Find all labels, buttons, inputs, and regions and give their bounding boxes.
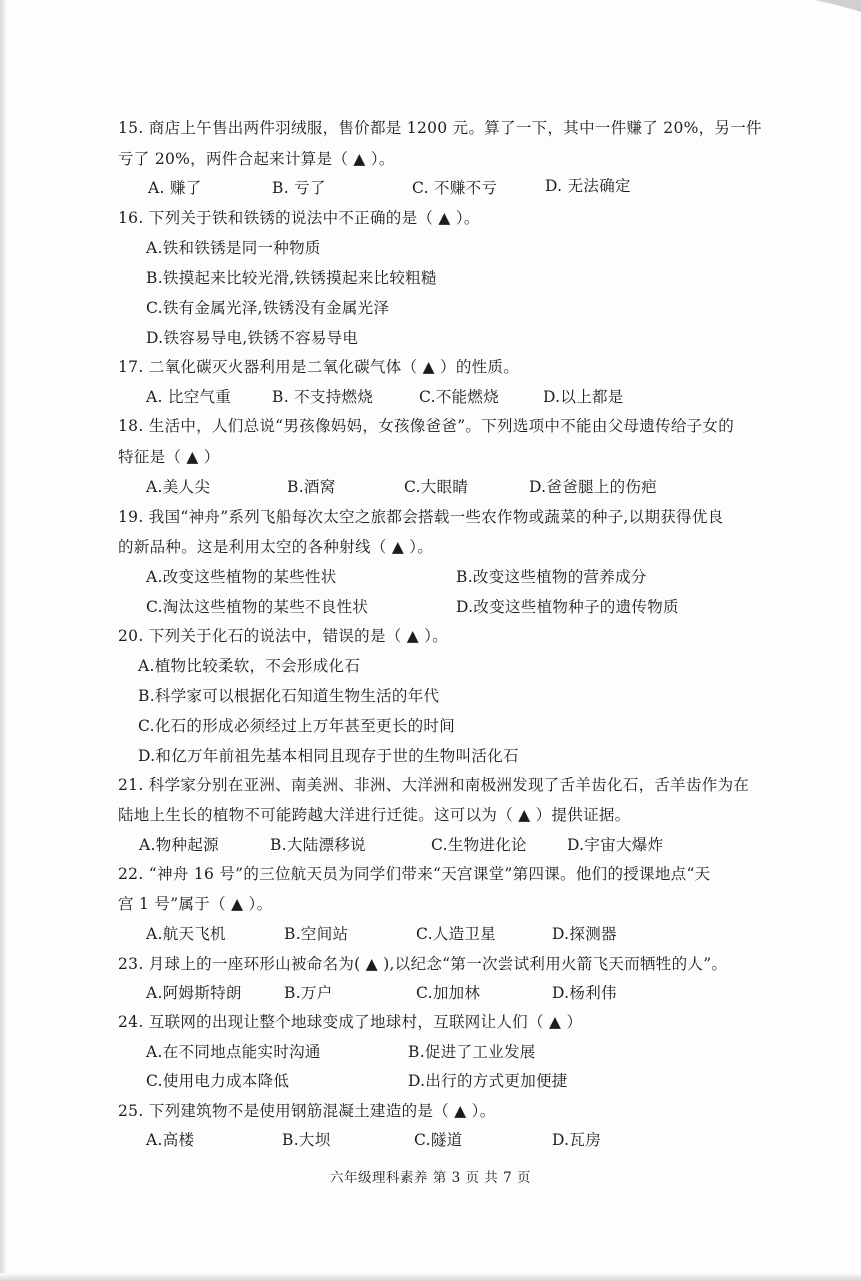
- question-20-option-d: D.和亿万年前祖先基本相同且现存于世的生物叫活化石: [138, 747, 519, 765]
- question-25-option-d: D.瓦房: [552, 1131, 602, 1149]
- question-17-option-b: B. 不支持燃烧: [272, 388, 374, 406]
- question-19-option-b: B.改变这些植物的营养成分: [456, 568, 647, 586]
- question-21-option-d: D.宇宙大爆炸: [567, 836, 664, 854]
- question-19-option-a: A.改变这些植物的某些性状: [146, 568, 337, 586]
- question-24-line-1: 24. 互联网的出现让整个地球变成了地球村，互联网让人们（ ▲ ）: [118, 1013, 583, 1031]
- question-17-option-c: C.不能燃烧: [419, 388, 500, 406]
- question-23-option-c: C.加加林: [416, 984, 481, 1002]
- question-15-option-b: B. 亏了: [272, 179, 326, 197]
- question-21-line-2: 陆地上生长的植物不可能跨越大洋进行迁徙。这可以为（ ▲ ）提供证据。: [118, 806, 631, 824]
- question-18-line-1: 18. 生活中，人们总说“男孩像妈妈，女孩像爸爸”。下列选项中不能由父母遗传给子女的: [118, 417, 735, 435]
- question-19-option-d: D.改变这些植物种子的遗传物质: [456, 598, 679, 616]
- question-20-option-a: A.植物比较柔软，不会形成化石: [138, 657, 361, 675]
- question-16-line-1: 16. 下列关于铁和铁锈的说法中不正确的是（ ▲ ）。: [118, 209, 480, 227]
- scan-shadow-bottom: [0, 1273, 861, 1281]
- question-22-option-d: D.探测器: [552, 925, 617, 943]
- scan-corner-mark: [815, 0, 861, 12]
- question-15-option-a: A. 赚了: [148, 179, 202, 197]
- page-footer: 六年级理科素养 第 3 页 共 7 页: [330, 1170, 531, 1186]
- question-20-line-1: 20. 下列关于化石的说法中，错误的是（ ▲ ）。: [118, 627, 449, 645]
- question-25-option-b: B.大坝: [282, 1131, 331, 1149]
- question-25-line-1: 25. 下列建筑物不是使用钢筋混凝土建造的是（ ▲ ）。: [118, 1102, 496, 1120]
- question-16-option-d: D.铁容易导电,铁锈不容易导电: [146, 329, 359, 347]
- question-19-line-2: 的新品种。这是利用太空的各种射线（ ▲ ）。: [118, 538, 434, 556]
- question-16-option-b: B.铁摸起来比较光滑,铁锈摸起来比较粗糙: [146, 269, 437, 287]
- question-18-option-a: A.美人尖: [146, 478, 211, 496]
- question-18-line-2: 特征是（ ▲ ）: [118, 448, 220, 466]
- question-22-line-1: 22. “神舟 16 号”的三位航天员为同学们带来“天宫课堂”第四课。他们的授课地点“天: [118, 865, 711, 883]
- question-19-line-1: 19. 我国“神舟”系列飞船每次太空之旅都会搭载一些农作物或蔬菜的种子,以期获得优良: [118, 508, 724, 526]
- question-17-line-1: 17. 二氧化碳灭火器利用是二氧化碳气体（ ▲ ）的性质。: [118, 358, 520, 376]
- question-22-option-b: B.空间站: [284, 925, 349, 943]
- question-25-option-c: C.隧道: [414, 1131, 463, 1149]
- question-25-option-a: A.高楼: [146, 1131, 195, 1149]
- question-21-option-b: B.大陆漂移说: [270, 836, 366, 854]
- question-17-option-a: A. 比空气重: [146, 388, 232, 406]
- question-20-option-b: B.科学家可以根据化石知道生物生活的年代: [138, 687, 440, 705]
- question-22-option-c: C.人造卫星: [416, 925, 497, 943]
- question-24-option-b: B.促进了工业发展: [408, 1043, 536, 1061]
- question-22-option-a: A.航天飞机: [146, 925, 226, 943]
- question-23-line-1: 23. 月球上的一座环形山被命名为( ▲ ),以纪念“第一次尝试利用火箭飞天而牺牲的人”。: [118, 955, 728, 973]
- question-17-option-d: D.以上都是: [543, 388, 624, 406]
- question-20-option-c: C.化石的形成必须经过上万年甚至更长的时间: [138, 717, 456, 735]
- question-24-option-c: C.使用电力成本降低: [146, 1072, 290, 1090]
- question-15-option-d: D. 无法确定: [545, 177, 631, 195]
- question-16-option-c: C.铁有金属光泽,铁锈没有金属光泽: [146, 299, 390, 317]
- question-15-option-c: C. 不赚不亏: [412, 179, 498, 197]
- question-23-option-a: A.阿姆斯特朗: [146, 984, 242, 1002]
- question-21-option-c: C.生物进化论: [431, 836, 527, 854]
- question-22-line-2: 宫 1 号”属于（ ▲ ）。: [118, 895, 273, 913]
- scan-shadow-left: [0, 0, 7, 1281]
- question-24-option-a: A.在不同地点能实时沟通: [146, 1043, 321, 1061]
- question-18-option-c: C.大眼睛: [404, 478, 469, 496]
- question-23-option-b: B.万户: [284, 984, 333, 1002]
- question-19-option-c: C.淘汰这些植物的某些不良性状: [146, 598, 369, 616]
- question-15-line-1: 15. 商店上午售出两件羽绒服，售价都是 1200 元。算了一下，其中一件赚了 20%，另一件: [118, 119, 762, 137]
- question-21-line-1: 21. 科学家分别在亚洲、南美洲、非洲、大洋洲和南极洲发现了舌羊齿化石，舌羊齿作为在: [118, 776, 750, 794]
- question-21-option-a: A.物种起源: [139, 836, 219, 854]
- question-18-option-b: B.酒窝: [287, 478, 336, 496]
- question-15-line-2: 亏了 20%，两件合起来计算是（ ▲ ）。: [118, 150, 395, 168]
- question-24-option-d: D.出行的方式更加便捷: [408, 1072, 568, 1090]
- question-16-option-a: A.铁和铁锈是同一种物质: [146, 239, 321, 257]
- question-23-option-d: D.杨利伟: [552, 984, 617, 1002]
- question-18-option-d: D.爸爸腿上的伤疤: [529, 478, 658, 496]
